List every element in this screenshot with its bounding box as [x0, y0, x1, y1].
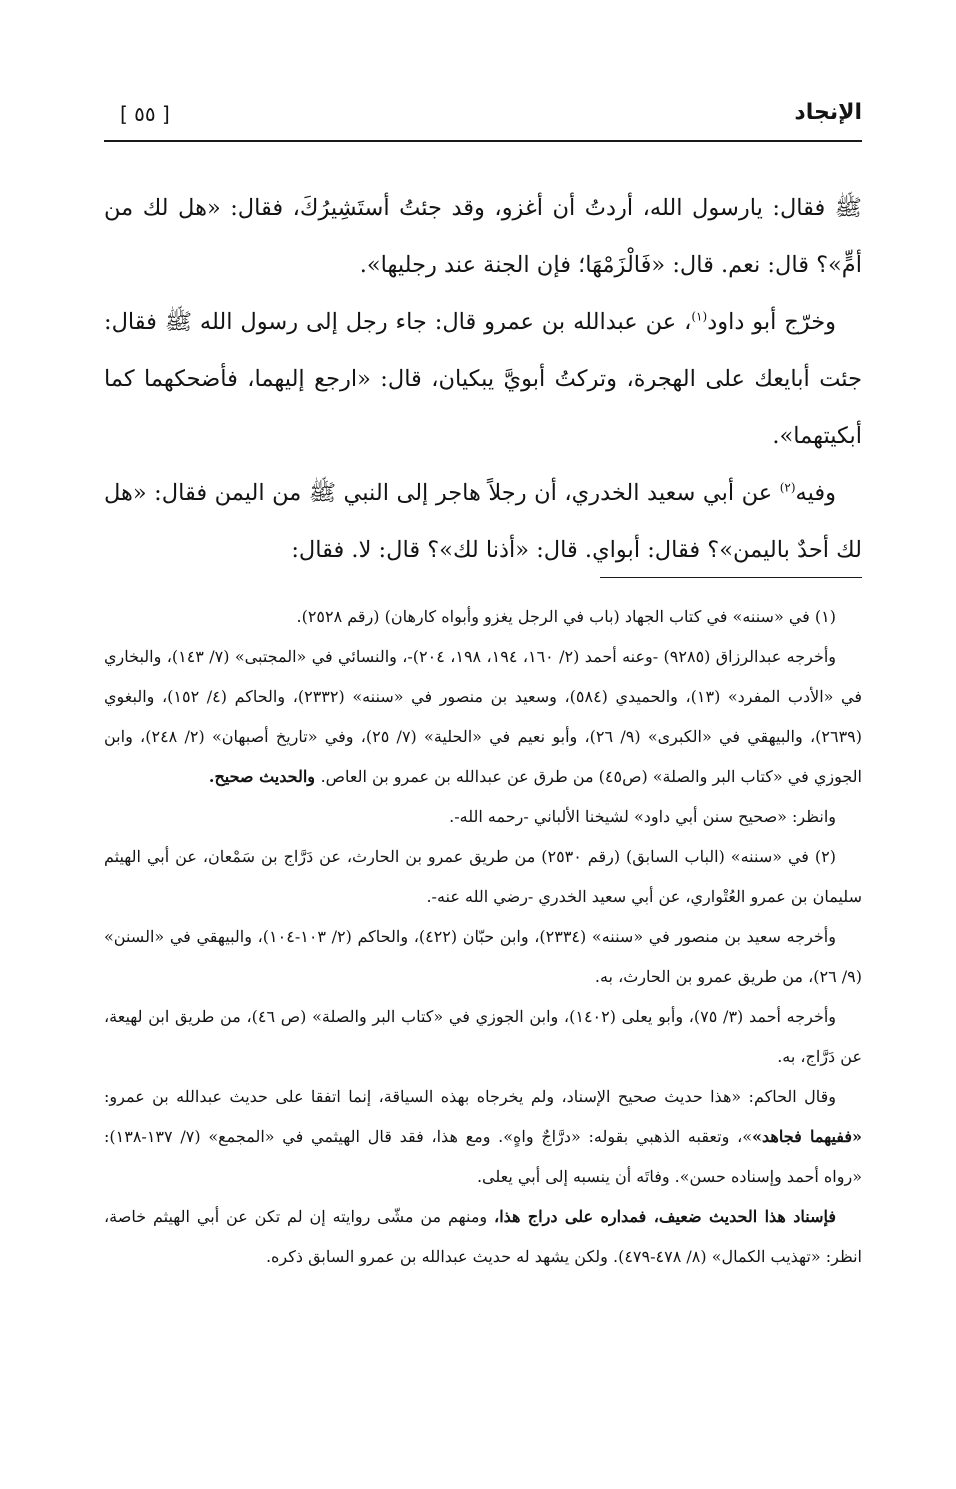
footnote-verdict: والحديث صحيح. — [208, 767, 321, 786]
footnote-ref-1: (١) — [691, 309, 708, 324]
main-paragraph-1: ﷺ فقال: يارسول الله، أردتُ أن أغزو، وقد جئتُ أستَشِيرُكَ، فقال: «هل لك من أمٍّ»؟ قال: نعم. قال: «فَالْزَمْهَا؛ فإن الجنة عند رجليها». — [104, 195, 862, 278]
paragraph-text: وفيه — [795, 480, 836, 506]
footnotes — [104, 597, 862, 1277]
footnote-1-sources — [104, 637, 862, 797]
footnote-2-hakim — [104, 1077, 862, 1197]
paragraph-text: وخرّج أبو داود — [707, 309, 836, 335]
footnote-ref-2: (٢) — [779, 480, 796, 495]
footnote-separator — [600, 577, 862, 578]
main-paragraph-2 — [104, 294, 862, 465]
footnote-text: وقال الحاكم: «هذا حديث صحيح الإسناد، ولم يخرجاه بهذه السياقة، إنما اتفقا على حديث عبدالله بن عمرو: — [104, 1087, 836, 1106]
running-title: الإنجاد — [794, 100, 862, 125]
footnote-1: (١) في «سننه» في كتاب الجهاد (باب في الرجل يغزو وأبواه كارهان) (رقم ٢٥٢٨). — [296, 607, 836, 626]
footnote-2: (٢) في «سننه» (الباب السابق) (رقم ٢٥٣٠) من طريق عمرو بن الحارث، عن دَرَّاج بن سَمْعان، عن أبي الهيثم سليمان بن عمرو العُتْواري، عن أبي سعيد الخدري -رضي الله عنه-. — [104, 847, 862, 906]
footnote-2-sources-b: وأخرجه أحمد (٣/ ٧٥)، وأبو يعلى (١٤٠٢)، وابن الجوزي في «كتاب البر والصلة» (ص ٤٦)، من طريق ابن لهيعة، عن دَرَّاج، به. — [104, 1007, 862, 1066]
footnote-2-sources-a: وأخرجه سعيد بن منصور في «سننه» (٢٣٣٤)، وابن حبّان (٤٢٢)، والحاكم (٢/ ١٠٣-١٠٤)، والبيهقي في «السنن» (٩/ ٢٦)، من طريق عمرو بن الحارث، به. — [104, 927, 862, 986]
page-header — [104, 100, 862, 142]
footnote-text: وأخرجه عبدالرزاق (٩٢٨٥) -وعنه أحمد (٢/ ١٦٠، ١٩٤، ١٩٨، ٢٠٤)-، والنسائي في «المجتبى» (٧/ ١٤٣)، والبخاري في «الأدب المفرد» (١٣)، والحميدي (٥٨٤)، وسعيد بن منصور في «سننه» (٢٣٣٢)، والحاكم (٤/ ١٥٢)، والبغوي (٢٦٣٩)، والبيهقي في «الكبرى» (٩/ ٢٦)، وأبو نعيم في «الحلية» (٧/ ٢٥)، وفي «تاريخ أصبهان» (٢/ ٢٤٨)، وابن الجوزي في «كتاب البر والصلة» (ص٤٥) من طرق عن عبدالله بن عمرو بن العاص. — [104, 647, 863, 786]
footnote-text: »، وتعقبه الذهبي بقوله: «درَّاجٌ واهٍ». ومع هذا، فقد قال الهيثمي في «المجمع» (٧/ ١٣٧-١٣٨): «رواه أحمد وإسناده حسن». وفاتَه أن ينسبه إلى أبي يعلى. — [104, 1127, 862, 1186]
main-paragraph-3 — [104, 465, 862, 579]
main-text — [104, 180, 862, 579]
footnote-2-verdict — [104, 1197, 862, 1277]
footnote-verdict: فإسناد هذا الحديث ضعيف، فمداره على دراج هذا، — [494, 1207, 836, 1226]
paragraph-text: عن أبي سعيد الخدري، أن رجلاً هاجر إلى النبي ﷺ من اليمن فقال: «هل لك أحدٌ باليمن»؟ فقال: أبواي. قال: «أذنا لك»؟ قال: لا. فقال: — [104, 480, 862, 563]
paragraph-text: ، عن عبدالله بن عمرو قال: جاء رجل إلى رسول الله ﷺ فقال: جئت أبايعك على الهجرة، وتركتُ أبويَّ يبكيان، قال: «ارجع إليهما، فأضحكهما كما أبكيتهما». — [104, 309, 862, 449]
footnote-text: ومنهم من مشّى روايته إن لم تكن عن أبي الهيثم خاصة، انظر: «تهذيب الكمال» (٨/ ٤٧٨-٤٧٩). ولكن يشهد له حديث عبدالله بن عمرو السابق ذكره. — [104, 1207, 862, 1266]
footnote-1-see-also: وانظر: «صحيح سنن أبي داود» لشيخنا الألباني -رحمه الله-. — [449, 807, 836, 826]
footnote-quote: «ففيهما فجاهد» — [752, 1127, 863, 1146]
page-number: [ ٥٥ ] — [120, 102, 170, 126]
